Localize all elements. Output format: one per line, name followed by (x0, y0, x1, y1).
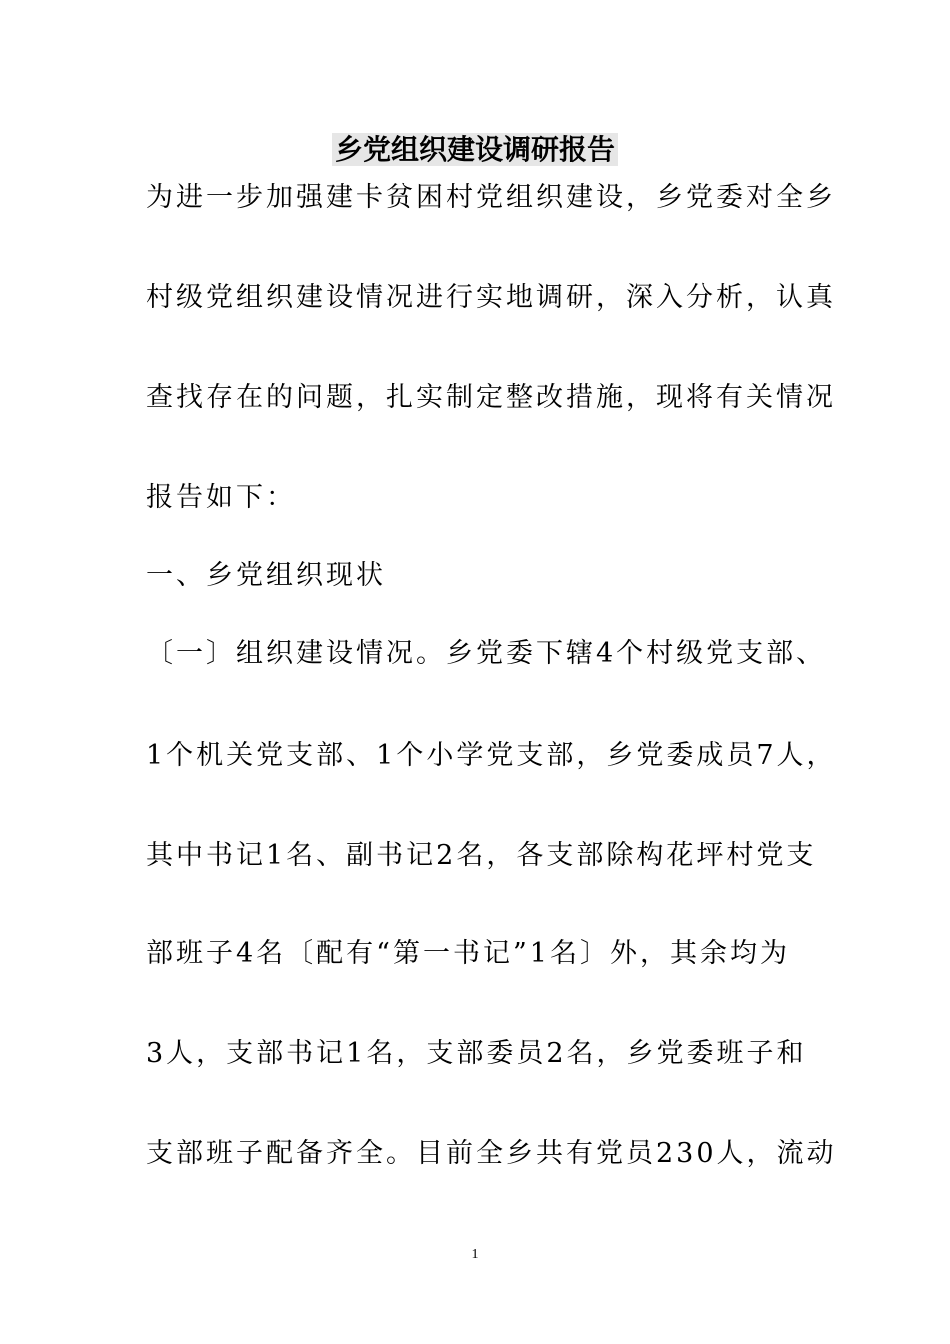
page-number: 1 (471, 1247, 479, 1262)
body-line-2: 村级党组织建设情况进行实地调研，深入分析，认真 (146, 282, 836, 313)
body-line-9: 部班子4名〔配有“第一书记”1名〕外，其余均为 (146, 938, 790, 969)
body-line-11: 支部班子配备齐全。目前全乡共有党员230人，流动 (146, 1138, 837, 1169)
body-line-4: 报告如下： (146, 482, 296, 513)
document-title (0, 130, 950, 170)
section-heading-1: 一、乡党组织现状 (146, 560, 386, 591)
body-line-10: 3人，支部书记1名，支部委员2名，乡党委班子和 (146, 1038, 807, 1069)
body-line-3: 查找存在的问题，扎实制定整改措施，现将有关情况 (146, 382, 836, 413)
document-title-text: 乡党组织建设调研报告 (332, 133, 618, 166)
body-line-7: 1个机关党支部、1个小学党支部，乡党委成员7人， (146, 740, 837, 771)
body-line-8: 其中书记1名、副书记2名，各支部除构花坪村党支 (146, 840, 817, 871)
body-line-6: 〔一〕组织建设情况。乡党委下辖4个村级党支部、 (146, 638, 827, 669)
body-line-1: 为进一步加强建卡贫困村党组织建设，乡党委对全乡 (146, 182, 836, 213)
